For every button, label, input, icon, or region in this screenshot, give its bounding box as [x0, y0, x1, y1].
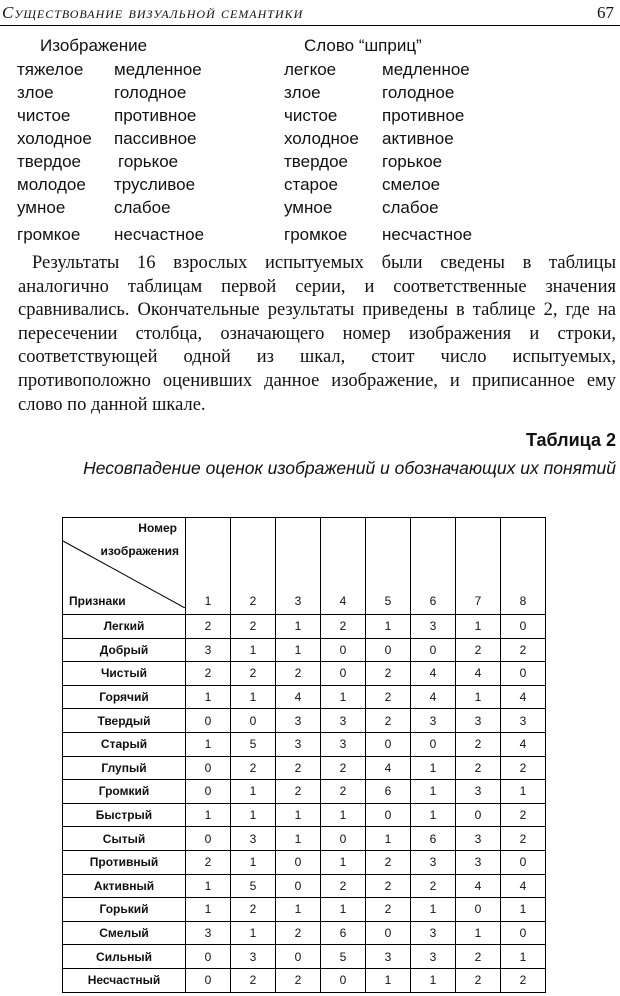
- header-rule: [0, 25, 620, 26]
- table-cell: 0: [186, 780, 231, 804]
- table-cell: 0: [366, 921, 411, 945]
- table-cell: 1: [186, 732, 231, 756]
- table-row: [63, 780, 546, 804]
- table-cell: 1: [231, 803, 276, 827]
- image-adjective: трусливое: [114, 175, 196, 194]
- table-cell: 2: [231, 968, 276, 992]
- table-cell: 1: [411, 898, 456, 922]
- table-cell: 2: [321, 780, 366, 804]
- word-adjective: твердое: [284, 152, 348, 171]
- running-header-title: Существование визуальной семантики: [2, 3, 304, 22]
- word-list-row: [0, 152, 620, 175]
- word-adjective: противное: [382, 106, 465, 125]
- table-cell: 1: [501, 898, 546, 922]
- table-cell: 6: [366, 780, 411, 804]
- row-label: Старый: [63, 732, 186, 756]
- table-cell: 2: [456, 638, 501, 662]
- table-cell: 0: [501, 615, 546, 639]
- table-cell: 2: [366, 898, 411, 922]
- table-cell: 0: [321, 827, 366, 851]
- image-adjective: чистое: [17, 106, 71, 125]
- table-cell: 0: [366, 638, 411, 662]
- image-adjective: пассивное: [114, 129, 197, 148]
- table-cell: 2: [366, 709, 411, 733]
- word-list-row: [0, 175, 620, 198]
- table-row: [63, 685, 546, 709]
- column-header: 2: [231, 518, 276, 615]
- image-adjective: умное: [17, 198, 66, 217]
- word-adjective: голодное: [382, 83, 455, 102]
- table-cell: 2: [276, 756, 321, 780]
- table-row: [63, 638, 546, 662]
- table-cell: 0: [501, 921, 546, 945]
- table-cell: 2: [276, 780, 321, 804]
- table-cell: 3: [186, 921, 231, 945]
- image-adjective: твердое: [17, 152, 81, 171]
- table-cell: 2: [501, 827, 546, 851]
- column-header: 4: [321, 518, 366, 615]
- table-cell: 5: [321, 945, 366, 969]
- word-adjective: громкое: [284, 225, 348, 244]
- running-header: [0, 0, 620, 26]
- table-cell: 0: [276, 850, 321, 874]
- table-cell: 1: [186, 803, 231, 827]
- table-cell: 0: [186, 709, 231, 733]
- table-row: [63, 615, 546, 639]
- word-lists: [0, 36, 620, 250]
- table-cell: 2: [321, 756, 366, 780]
- column-header: 1: [186, 518, 231, 615]
- image-adjective: медленное: [114, 60, 202, 79]
- results-table: [62, 517, 546, 993]
- table-cell: 4: [366, 756, 411, 780]
- table-cell: 1: [366, 827, 411, 851]
- table-cell: 3: [186, 638, 231, 662]
- table-cell: 1: [321, 850, 366, 874]
- table-cell: 0: [321, 662, 366, 686]
- table-row: [63, 709, 546, 733]
- table-cell: 2: [366, 850, 411, 874]
- right-list-title: Слово “шприц”: [304, 36, 422, 55]
- table-cell: 0: [501, 850, 546, 874]
- row-label: Сытый: [63, 827, 186, 851]
- word-list-row: [0, 198, 620, 221]
- table-row: [63, 874, 546, 898]
- table-cell: 0: [366, 803, 411, 827]
- table-cell: 6: [411, 827, 456, 851]
- table-cell: 2: [186, 850, 231, 874]
- table-cell: 4: [501, 685, 546, 709]
- table-row: [63, 850, 546, 874]
- table-cell: 2: [231, 615, 276, 639]
- row-label: Горький: [63, 898, 186, 922]
- table-cell: 1: [276, 615, 321, 639]
- image-adjective: молодое: [17, 175, 86, 194]
- row-label: Твердый: [63, 709, 186, 733]
- table-cell: 1: [456, 615, 501, 639]
- word-adjective: старое: [284, 175, 338, 194]
- table-cell: 3: [231, 827, 276, 851]
- table-row: [63, 968, 546, 992]
- table-cell: 3: [366, 945, 411, 969]
- table-cell: 3: [231, 945, 276, 969]
- table-cell: 1: [231, 685, 276, 709]
- table-cell: 0: [456, 803, 501, 827]
- table-cell: 1: [456, 921, 501, 945]
- table-cell: 2: [501, 968, 546, 992]
- table-cell: 3: [411, 945, 456, 969]
- word-list-row: [0, 83, 620, 106]
- table-cell: 0: [186, 827, 231, 851]
- table-cell: 1: [321, 803, 366, 827]
- table-cell: 2: [366, 662, 411, 686]
- table-cell: 0: [456, 898, 501, 922]
- table-cell: 1: [321, 685, 366, 709]
- row-label: Глупый: [63, 756, 186, 780]
- word-adjective: несчастное: [382, 225, 473, 244]
- row-label: Смелый: [63, 921, 186, 945]
- table-cell: 1: [411, 968, 456, 992]
- table-header-row: [63, 518, 546, 615]
- word-list-row: [0, 106, 620, 129]
- body-paragraph: Результаты 16 взрослых испытуемых были сведены в таблицы аналогично таблицам первой серии, и соответственные значения сравнивались. Окончательные результаты приведены в таблице 2, где на пересечении столбца, означающего номер изображения и строки, соответствующей одной из шкал, стоит число испытуемых, противоположно оценивших данное изображение, и приписанное ему слово по данной шкале.: [18, 253, 616, 415]
- table-cell: 3: [501, 709, 546, 733]
- table-cell: 1: [501, 780, 546, 804]
- corner-label-number: Номер: [138, 521, 177, 535]
- table-cell: 1: [186, 898, 231, 922]
- table-cell: 4: [276, 685, 321, 709]
- word-adjective: смелое: [382, 175, 441, 194]
- table-subtitle: Несовпадение оценок изображений и обозначающих их понятий: [83, 458, 616, 478]
- table-cell: 2: [231, 662, 276, 686]
- column-header: 3: [276, 518, 321, 615]
- table-cell: 3: [411, 615, 456, 639]
- table-cell: 0: [411, 638, 456, 662]
- table-row: [63, 945, 546, 969]
- word-adjective: чистое: [284, 106, 338, 125]
- table-cell: 3: [276, 732, 321, 756]
- table-cell: 1: [276, 803, 321, 827]
- table-cell: 4: [501, 732, 546, 756]
- table-cell: 1: [231, 780, 276, 804]
- table-cell: 2: [411, 874, 456, 898]
- table-cell: 2: [501, 803, 546, 827]
- image-adjective: несчастное: [114, 225, 205, 244]
- table-cell: 4: [456, 874, 501, 898]
- table-cell: 1: [186, 874, 231, 898]
- table-cell: 3: [456, 850, 501, 874]
- image-adjective: громкое: [17, 225, 81, 244]
- word-adjective: горькое: [382, 152, 443, 171]
- table-cell: 1: [231, 850, 276, 874]
- table-row: [63, 827, 546, 851]
- table-cell: 2: [501, 638, 546, 662]
- table-row: [63, 921, 546, 945]
- corner-label-features: Признаки: [69, 594, 126, 608]
- column-header: 8: [501, 518, 546, 615]
- table-cell: 4: [501, 874, 546, 898]
- row-label: Быстрый: [63, 803, 186, 827]
- table-cell: 3: [456, 780, 501, 804]
- table-cell: 0: [276, 874, 321, 898]
- table-cell: 2: [456, 756, 501, 780]
- word-list-row: [0, 60, 620, 83]
- table-cell: 1: [321, 898, 366, 922]
- image-adjective: злое: [17, 83, 54, 102]
- row-label: Горячий: [63, 685, 186, 709]
- word-adjective: слабое: [382, 198, 439, 217]
- corner-label-images: изображения: [100, 544, 179, 558]
- table-row: [63, 662, 546, 686]
- column-header: 5: [366, 518, 411, 615]
- column-header: 6: [411, 518, 456, 615]
- table-cell: 2: [276, 921, 321, 945]
- table-row: [63, 803, 546, 827]
- table-cell: 3: [411, 709, 456, 733]
- table-cell: 1: [411, 780, 456, 804]
- table-cell: 2: [456, 732, 501, 756]
- row-label: Громкий: [63, 780, 186, 804]
- table-cell: 2: [186, 662, 231, 686]
- table-cell: 6: [321, 921, 366, 945]
- image-adjective: холодное: [17, 129, 92, 148]
- table-cell: 0: [321, 968, 366, 992]
- image-adjective: голодное: [114, 83, 187, 102]
- table-cell: 4: [411, 662, 456, 686]
- table-row: [63, 756, 546, 780]
- table-cell: 3: [456, 827, 501, 851]
- table-cell: 2: [456, 945, 501, 969]
- row-label: Чистый: [63, 662, 186, 686]
- table-cell: 4: [456, 662, 501, 686]
- row-label: Несчастный: [63, 968, 186, 992]
- table-row: [63, 732, 546, 756]
- table-cell: 2: [366, 685, 411, 709]
- table-cell: 1: [186, 685, 231, 709]
- image-adjective: горькое: [118, 152, 179, 171]
- table-cell: 2: [276, 662, 321, 686]
- table-cell: 0: [411, 732, 456, 756]
- table-cell: 4: [411, 685, 456, 709]
- table-cell: 1: [366, 968, 411, 992]
- word-adjective: холодное: [284, 129, 359, 148]
- row-label: Легкий: [63, 615, 186, 639]
- table-cell: 3: [321, 709, 366, 733]
- table-cell: 1: [501, 945, 546, 969]
- image-adjective: слабое: [114, 198, 171, 217]
- word-list-row: [0, 129, 620, 152]
- table-caption: Таблица 2: [525, 430, 616, 450]
- table-cell: 2: [321, 615, 366, 639]
- table-cell: 2: [321, 874, 366, 898]
- table-cell: 1: [231, 638, 276, 662]
- table-cell: 2: [501, 756, 546, 780]
- row-label: Сильный: [63, 945, 186, 969]
- page-number: 67: [597, 3, 614, 22]
- row-label: Противный: [63, 850, 186, 874]
- word-adjective: медленное: [382, 60, 470, 79]
- table-corner-cell: [63, 518, 186, 615]
- table-cell: 1: [411, 756, 456, 780]
- row-label: Добрый: [63, 638, 186, 662]
- word-adjective: злое: [284, 83, 321, 102]
- word-list-row: [0, 225, 620, 248]
- image-adjective: противное: [114, 106, 197, 125]
- word-adjective: легкое: [284, 60, 337, 79]
- image-adjective: тяжелое: [17, 60, 84, 79]
- table-cell: 2: [276, 968, 321, 992]
- table-cell: 1: [411, 803, 456, 827]
- table-row: [63, 898, 546, 922]
- table-cell: 3: [321, 732, 366, 756]
- table-cell: 0: [276, 945, 321, 969]
- table-cell: 3: [411, 921, 456, 945]
- table-cell: 0: [501, 662, 546, 686]
- table-cell: 3: [456, 709, 501, 733]
- left-list-title: Изображение: [40, 36, 148, 55]
- table-cell: 3: [276, 709, 321, 733]
- table-cell: 0: [231, 709, 276, 733]
- table-cell: 1: [276, 638, 321, 662]
- table-cell: 1: [276, 827, 321, 851]
- column-header: 7: [456, 518, 501, 615]
- table-cell: 2: [456, 968, 501, 992]
- row-label: Активный: [63, 874, 186, 898]
- table-cell: 3: [411, 850, 456, 874]
- table-cell: 1: [456, 685, 501, 709]
- word-adjective: активное: [382, 129, 454, 148]
- table-cell: 2: [231, 756, 276, 780]
- table-cell: 2: [231, 898, 276, 922]
- word-adjective: умное: [284, 198, 333, 217]
- table-cell: 5: [231, 732, 276, 756]
- table-cell: 1: [231, 921, 276, 945]
- table-cell: 5: [231, 874, 276, 898]
- table-cell: 2: [366, 874, 411, 898]
- table-cell: 0: [186, 968, 231, 992]
- table-cell: 0: [366, 732, 411, 756]
- table-cell: 0: [186, 945, 231, 969]
- table-cell: 0: [186, 756, 231, 780]
- table-cell: 1: [276, 898, 321, 922]
- table-cell: 2: [186, 615, 231, 639]
- table-cell: 0: [321, 638, 366, 662]
- table-cell: 1: [366, 615, 411, 639]
